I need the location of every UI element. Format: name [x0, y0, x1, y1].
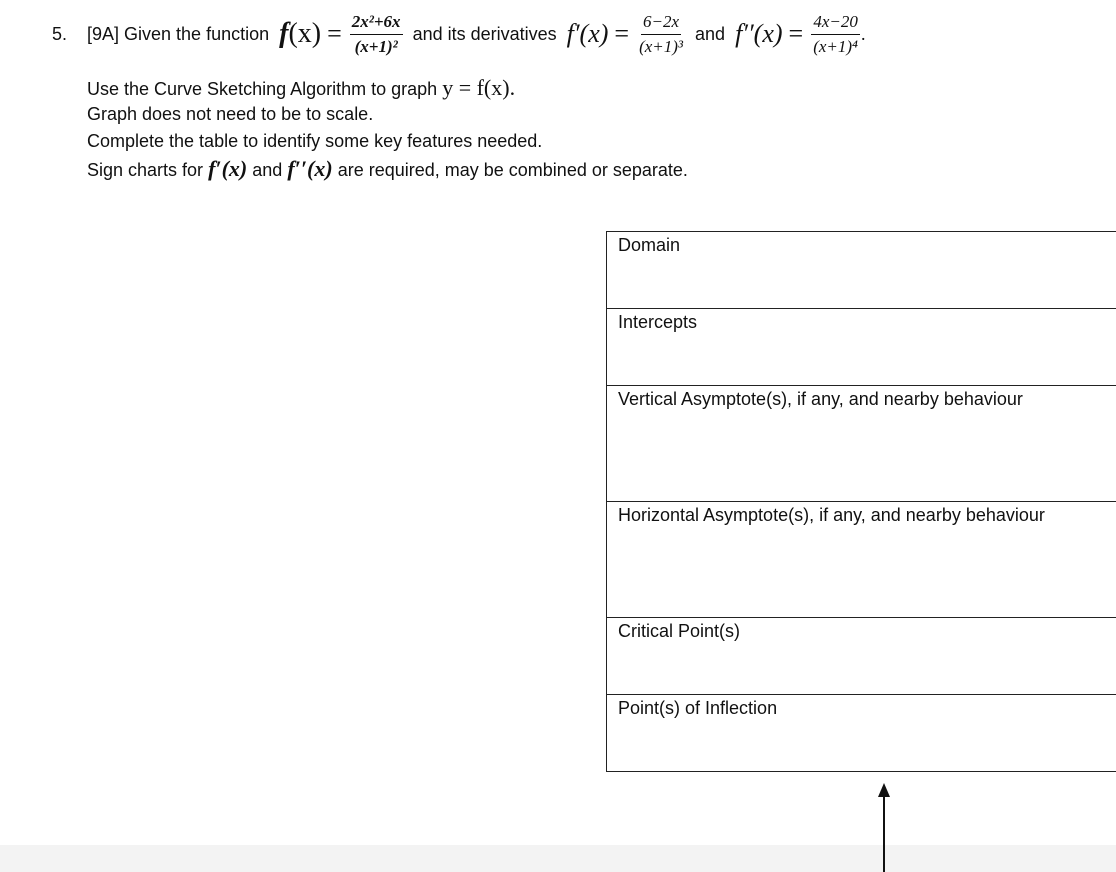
- second-derivative-numerator: 4x−20: [811, 12, 860, 35]
- second-derivative-label: f′′(x): [735, 19, 783, 48]
- graph-equation: y = f(x).: [442, 75, 516, 100]
- table-row-domain[interactable]: Domain: [607, 232, 1116, 309]
- derivatives-text: and its derivatives: [412, 23, 557, 44]
- instructions: [87, 74, 688, 182]
- table-row-critical-points[interactable]: Critical Point(s): [607, 618, 1116, 695]
- function-denominator: (x+1)²: [354, 36, 398, 56]
- table-row-intercepts[interactable]: Intercepts: [607, 309, 1116, 386]
- table-row-horizontal-asymptotes[interactable]: Horizontal Asymptote(s), if any, and nearby behaviour: [607, 502, 1116, 618]
- instruction-line-2: Graph does not need to be to scale.: [87, 104, 374, 124]
- first-derivative-numerator: 6−2x: [641, 12, 681, 35]
- function-fraction: [350, 12, 403, 57]
- second-derivative-denominator: (x+1)⁴: [813, 36, 858, 56]
- function-numerator: 2x²+6x: [350, 12, 403, 35]
- equals-sign: =: [614, 19, 630, 48]
- first-derivative-denominator: (x+1)³: [639, 36, 684, 56]
- second-derivative-fraction: [811, 12, 860, 57]
- question-statement: [87, 6, 865, 62]
- instruction-line-1: Use the Curve Sketching Algorithm to graph y = f(x).: [87, 75, 516, 100]
- y-axis-arrow-icon: [878, 783, 890, 797]
- second-derivative-ref: f′′(x): [287, 156, 333, 181]
- key-features-table: [606, 231, 1116, 772]
- y-axis-line: [883, 796, 885, 872]
- instruction-line-4: Sign charts for f′(x) and f′′(x) are required, may be combined or separate.: [87, 156, 688, 181]
- equals-sign: =: [788, 19, 804, 48]
- end-period: .: [860, 23, 866, 44]
- table-row-inflection-points[interactable]: Point(s) of Inflection: [607, 695, 1116, 772]
- function-label: f(x): [279, 18, 322, 49]
- instruction-line-3: Complete the table to identify some key features needed.: [87, 131, 543, 151]
- question-prefix: [9A] Given the function: [87, 23, 270, 44]
- equals-sign: =: [327, 19, 342, 48]
- page-bottom-shade: [0, 845, 1116, 872]
- table-row-vertical-asymptotes[interactable]: Vertical Asymptote(s), if any, and nearby behaviour: [607, 386, 1116, 502]
- question-number: 5.: [52, 24, 68, 44]
- first-derivative-ref: f′(x): [208, 156, 248, 181]
- and-text: and: [695, 23, 726, 44]
- first-derivative-fraction: [637, 12, 685, 57]
- first-derivative-label: f′(x): [566, 19, 609, 48]
